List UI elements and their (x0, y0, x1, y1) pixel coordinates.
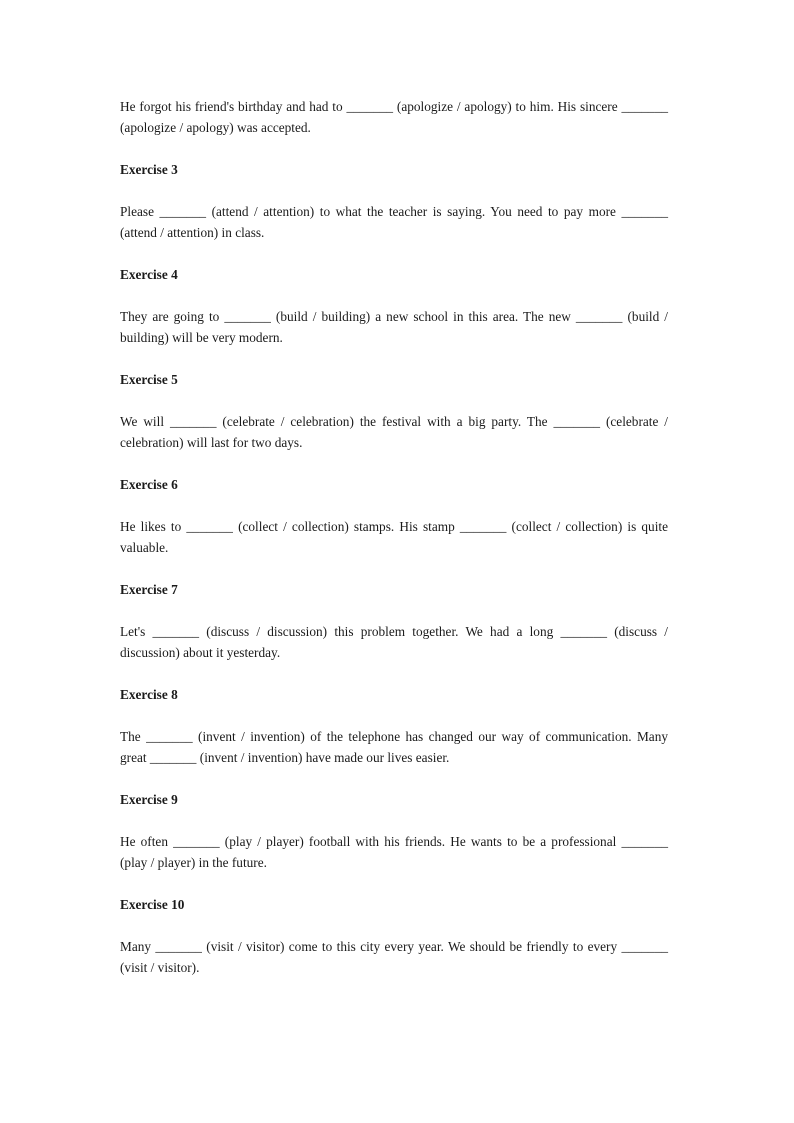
exercise-text: Many _______ (visit / visitor) come to this city every year. We should be friendly to every _______ (visit / visitor). (120, 939, 668, 975)
exercise-text: He likes to _______ (collect / collection) stamps. His stamp _______ (collect / collection) is quite valuable. (120, 519, 668, 555)
exercise-5 (120, 369, 668, 453)
exercise-heading: Exercise 5 (120, 372, 178, 387)
exercise-text: He often _______ (play / player) football with his friends. He wants to be a professional _______ (play / player) in the future. (120, 834, 668, 870)
intro-paragraph: He forgot his friend's birthday and had to _______ (apologize / apology) to him. His sincere _______ (apologize / apology) was accepted. (120, 99, 668, 135)
exercise-heading: Exercise 3 (120, 162, 178, 177)
exercise-10 (120, 894, 668, 978)
exercise-text: Please _______ (attend / attention) to what the teacher is saying. You need to pay more _______ (attend / attention) in class. (120, 204, 668, 240)
exercise-heading: Exercise 9 (120, 792, 178, 807)
document-page (120, 96, 668, 978)
exercise-heading: Exercise 10 (120, 897, 185, 912)
exercise-text: They are going to _______ (build / building) a new school in this area. The new _______ (build / building) will be very modern. (120, 309, 668, 345)
exercise-6 (120, 474, 668, 558)
exercise-8 (120, 684, 668, 768)
exercise-7 (120, 579, 668, 663)
exercise-heading: Exercise 4 (120, 267, 178, 282)
exercise-4 (120, 264, 668, 348)
exercise-text: The _______ (invent / invention) of the telephone has changed our way of communication. Many great _______ (invent / invention) have made our lives easier. (120, 729, 668, 765)
exercise-text: We will _______ (celebrate / celebration) the festival with a big party. The _______ (celebrate / celebration) will last for two days. (120, 414, 668, 450)
exercise-heading: Exercise 7 (120, 582, 178, 597)
exercise-heading: Exercise 8 (120, 687, 178, 702)
exercise-text: Let's _______ (discuss / discussion) this problem together. We had a long _______ (discuss / discussion) about it yesterday. (120, 624, 668, 660)
exercise-3 (120, 159, 668, 243)
exercise-heading: Exercise 6 (120, 477, 178, 492)
exercise-9 (120, 789, 668, 873)
